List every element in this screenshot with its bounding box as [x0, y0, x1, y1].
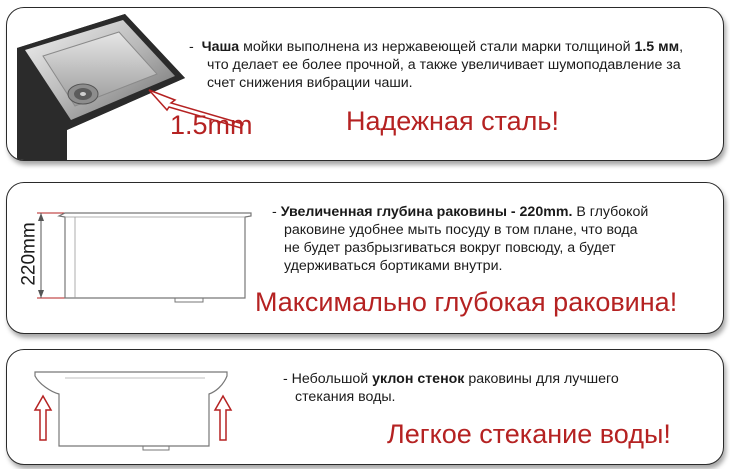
sink-slope-diagram	[25, 358, 235, 465]
sink-photo	[7, 8, 187, 160]
panel1-text	[189, 38, 719, 92]
panel2-text	[272, 203, 724, 275]
slope-arrow-left-icon	[33, 394, 53, 442]
sink-depth-diagram	[15, 201, 255, 311]
feature-panel-depth	[6, 182, 724, 334]
slogan-slope: Легкое стекание воды!	[387, 419, 671, 449]
panel1-line2: что делает ее более прочной, а также увеличивает шумоподавление за	[207, 57, 681, 73]
dimension-label: 220mm	[18, 222, 40, 286]
feature-panel-slope	[6, 349, 724, 465]
slogan-depth: Максимально глубокая раковина!	[255, 287, 678, 317]
panel2-line1: - Увеличенная глубина раковины - 220mm. В глубокой	[272, 204, 649, 220]
feature-panel-steel	[6, 7, 724, 161]
panel2-line4: удерживаться бортиками внутри.	[284, 258, 503, 274]
panel3-text	[283, 370, 723, 406]
slogan-steel: Надежная сталь!	[346, 106, 559, 136]
panel2-line2: раковине удобнее мыть посуду в том плане, что вода	[284, 222, 638, 238]
dimension-label: 1.5mm	[170, 110, 253, 140]
panel3-line2: стекания воды.	[295, 389, 396, 405]
panel1-line3: счет снижения вибрации чаши.	[207, 75, 413, 91]
panel1-line1: - Чаша мойки выполнена из нержавеющей стали марки толщиной 1.5 мм,	[189, 39, 684, 55]
slope-arrow-right-icon	[213, 394, 233, 442]
panel2-line3: не будет разбрызгиваться вокруг повсюду, а будет	[284, 240, 616, 256]
panel3-line1: - Небольшой уклон стенок раковины для лучшего	[283, 371, 619, 387]
